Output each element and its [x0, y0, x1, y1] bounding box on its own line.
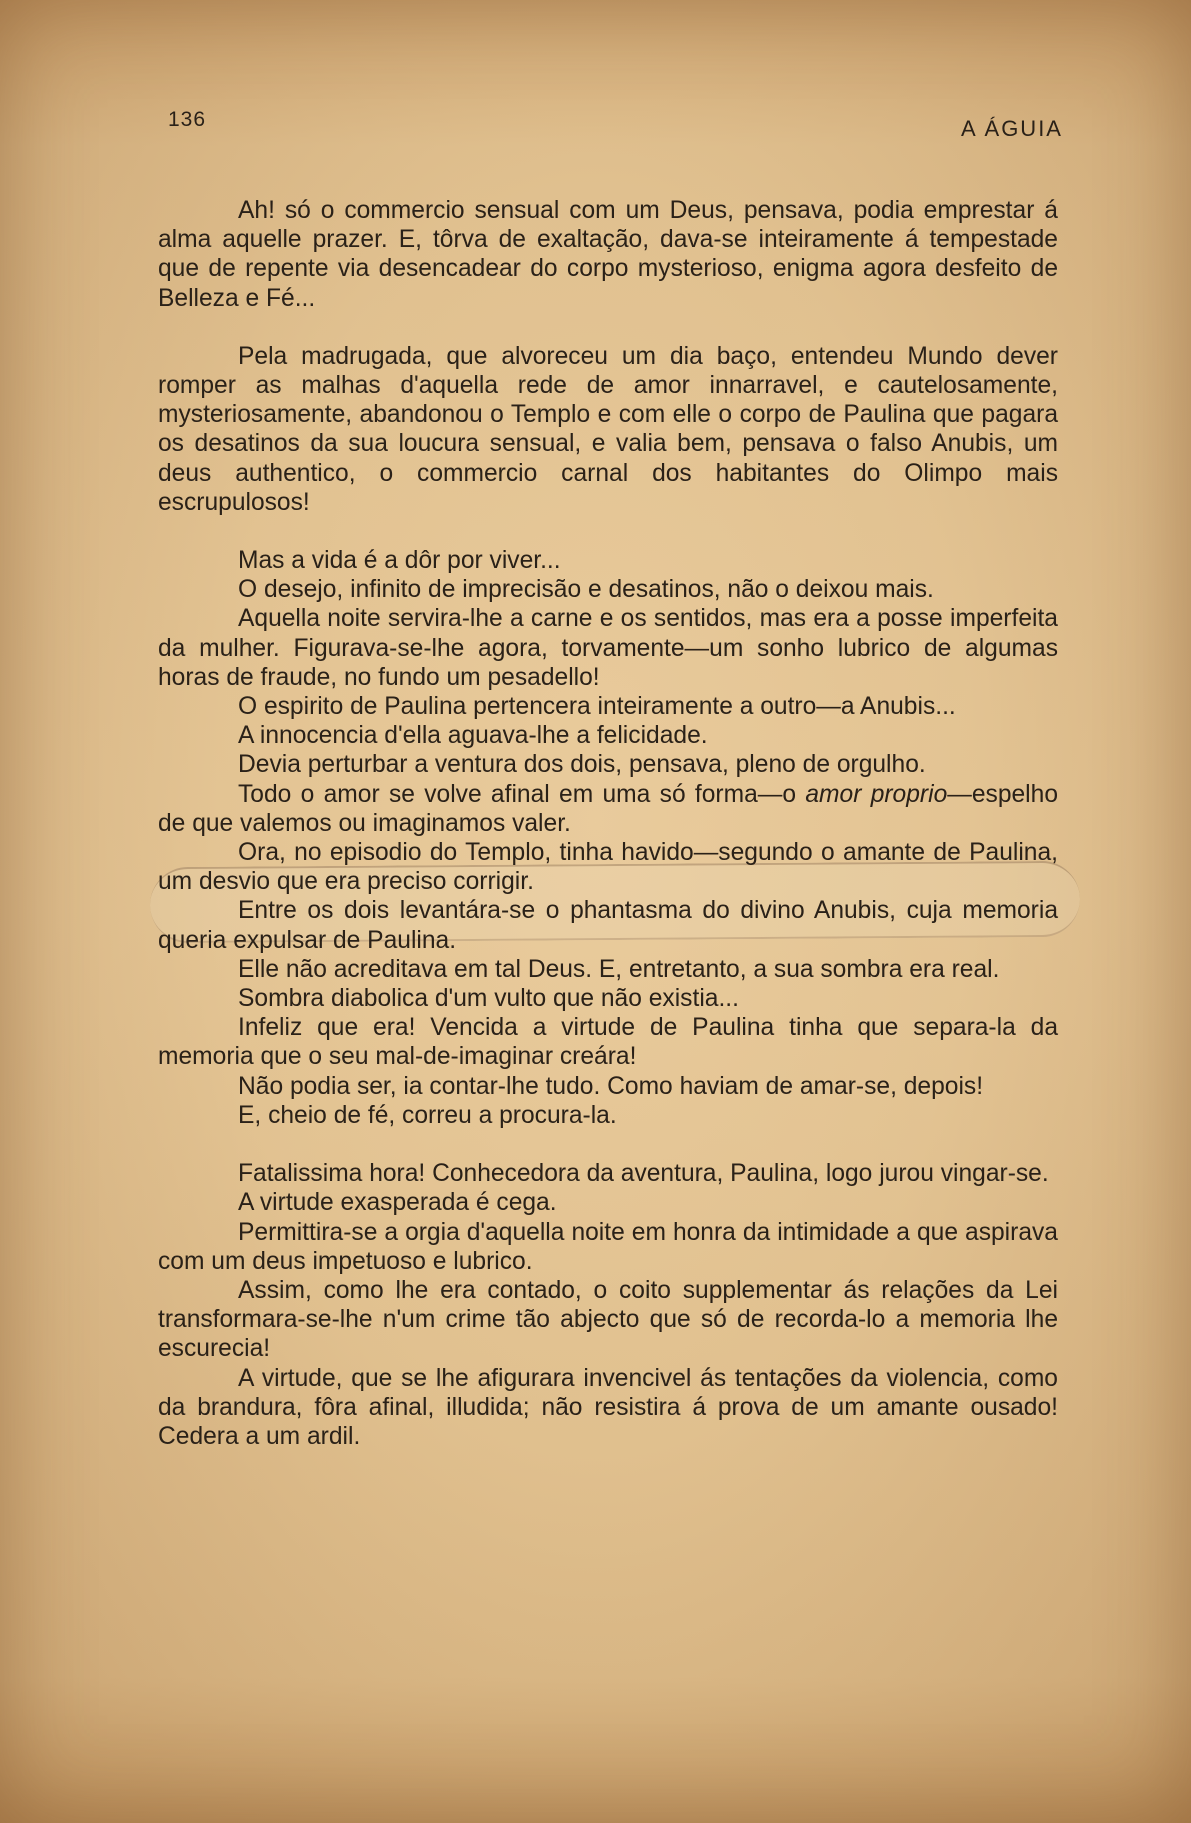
paragraph: Ah! só o commercio sensual com um Deus, pensava, podia emprestar á alma aquelle prazer. E, tôrva de exaltação, dava-se inteiramente á tempestade que de repente via desencadear do corpo mysterioso, enigma agora desfeito de Belleza e Fé... — [158, 197, 1058, 312]
paragraph: O espirito de Paulina pertencera inteiramente a outro—a Anubis... — [238, 693, 956, 721]
paragraph: Permittira-se a orgia d'aquella noite em honra da intimidade a que aspirava com um deus impetuoso e lubrico. — [158, 1218, 1058, 1275]
paragraph: Devia perturbar a ventura dos dois, pensava, pleno de orgulho. — [238, 751, 926, 779]
paragraph: Infeliz que era! Vencida a virtude de Paulina tinha que separa-la da memoria que o seu mal-de-imaginar creára! — [158, 1014, 1058, 1071]
paragraph: Entre os dois levantára-se o phantasma do divino Anubis, cuja memoria queria expulsar de Paulina. — [158, 897, 1058, 954]
paragraph: Não podia ser, ia contar-lhe tudo. Como haviam de amar-se, depois! — [238, 1072, 984, 1100]
running-head — [168, 108, 1063, 148]
paragraph: A virtude, que se lhe afigurara invencivel ás tentações da violencia, como da brandura, fôra afinal, illudida; não resistira á prova de um amante ousado! Cedera a um ardil. — [158, 1364, 1058, 1450]
paragraph: Elle não acreditava em tal Deus. E, entretanto, a sua sombra era real. — [238, 955, 1000, 983]
paragraph: Fatalissima hora! Conhecedora da aventura, Paulina, logo jurou vingar-se. — [238, 1160, 1049, 1188]
paragraph: Aquella noite servira-lhe a carne e os sentidos, mas era a posse imperfeita da mulher. Figurava-se-lhe agora, torvamente—um sonho lubrico de algumas horas de fraude, no fundo um pesadello! — [158, 605, 1058, 691]
paragraph: Pela madrugada, que alvoreceu um dia baço, entendeu Mundo dever romper as malhas d'aquella rede de amor innarravel, e cautelosamente, mysteriosamente, abandonou o Templo e com elle o corpo de Paulina que pagara os desatinos da sua loucura sensual, e valia bem, pensava o falso Anubis, um deus authentico, o commercio carnal dos habitantes do Olimpo mais escrupulosos! — [158, 342, 1058, 516]
paragraph-with-italic — [158, 780, 1058, 838]
paragraph: E, cheio de fé, correu a procura-la. — [238, 1101, 617, 1129]
paragraph: O desejo, infinito de imprecisão e desatinos, não o deixou mais. — [238, 576, 934, 604]
italic-phrase: amor proprio — [805, 780, 948, 808]
paragraph: Assim, como lhe era contado, o coito supplementar ás relações da Lei transformara-se-lhe n'um crime tão abjecto que só de recorda-lo a memoria lhe escurecia! — [158, 1276, 1058, 1363]
paragraph: Mas a vida é a dôr por viver... — [238, 547, 561, 575]
paragraph: A virtude exasperada é cega. — [238, 1189, 557, 1217]
paragraph: Ora, no episodio do Templo, tinha havido—segundo o amante de Paulina, um desvio que era preciso corrigir. — [158, 839, 1058, 896]
paragraph: A innocencia d'ella aguava-lhe a felicidade. — [238, 722, 708, 750]
journal-title: A ÁGUIA — [960, 116, 1063, 141]
paragraph-text: —espelho de que valemos ou imaginamos valer. — [158, 780, 1058, 837]
page-number: 136 — [168, 108, 207, 131]
paragraph: Sombra diabolica d'um vulto que não existia... — [238, 985, 739, 1013]
body-text — [158, 196, 1058, 1451]
paragraph-text: Todo o amor se volve afinal em uma só forma—o — [238, 780, 806, 808]
